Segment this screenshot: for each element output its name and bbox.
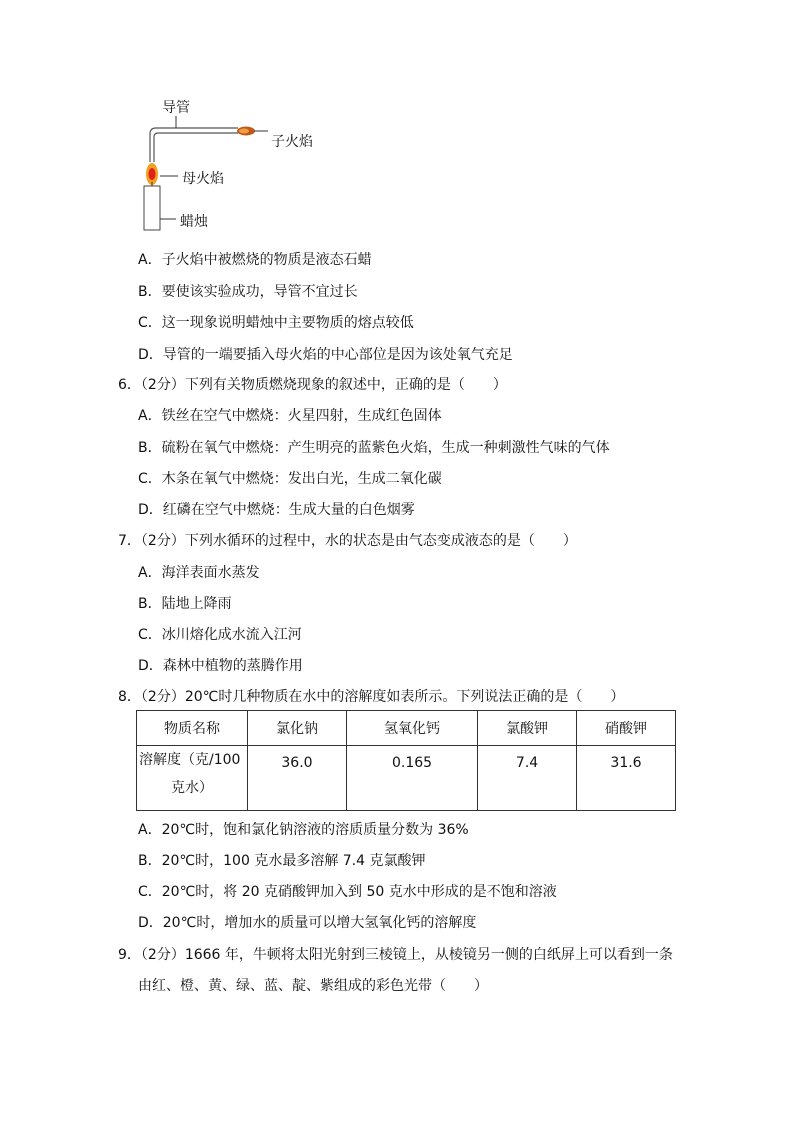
row-label-cell [137,746,248,811]
table-header-row [137,711,676,746]
q7-option-b: B．陆地上降雨 [138,596,232,612]
q5-option-b: B．要使该实验成功，导管不宜过长 [138,284,358,300]
q6-option-d: D．红磷在空气中燃烧：生成大量的白色烟雾 [138,502,415,518]
row-label-line: 克水） [171,780,213,796]
q8-option-c: C．20℃时，将 20 克硝酸钾加入到 50 克水中形成的是不饱和溶液 [138,884,557,900]
table-header-cell: 硝酸钾 [577,711,676,746]
table-cell: 0.165 [346,746,477,811]
q5-option-a: A．子火焰中被燃烧的物质是液态石蜡 [138,252,372,268]
candle-figure [140,100,340,235]
tube-label: 导管 [162,100,190,116]
table-cell: 36.0 [248,746,347,811]
q6-option-a: A．铁丝在空气中燃烧：火星四射，生成红色固体 [138,408,442,424]
q6-option-c: C．木条在氧气中燃烧：发出白光，生成二氧化碳 [138,471,442,487]
q7-stem: 7．（2分）下列水循环的过程中，水的状态是由气态变成液态的是（ ） [118,533,577,549]
q8-option-a: A．20℃时，饱和氯化钠溶液的溶质质量分数为 36% [138,822,469,838]
candle-label: 蜡烛 [180,214,208,230]
row-label-line: 溶解度（克/100 [139,752,241,768]
mother-flame-label: 母火焰 [182,171,224,187]
table-row [137,746,676,811]
q7-option-a: A．海洋表面水蒸发 [138,565,260,581]
q8-option-d: D．20℃时，增加水的质量可以增大氢氧化钙的溶解度 [138,915,477,931]
table-header-cell: 氯酸钾 [478,711,577,746]
q5-option-c: C．这一现象说明蜡烛中主要物质的熔点较低 [138,315,414,331]
table-cell: 7.4 [478,746,577,811]
solubility-table [136,710,676,811]
table-cell: 31.6 [577,746,676,811]
q6-stem: 6．（2分）下列有关物质燃烧现象的叙述中，正确的是（ ） [118,377,507,393]
candle-diagram [140,100,340,235]
q8-option-b: B．20℃时，100 克水最多溶解 7.4 克氯酸钾 [138,853,426,869]
q9-stem-line2: 由红、橙、黄、绿、蓝、靛、紫组成的彩色光带（ ） [138,978,488,994]
q8-stem: 8．（2分）20℃时几种物质在水中的溶解度如表所示。下列说法正确的是（ ） [118,689,625,705]
table-header-cell: 氢氧化钙 [346,711,477,746]
q7-option-c: C．冰川熔化成水流入江河 [138,627,302,643]
table-header-cell: 物质名称 [137,711,248,746]
q7-option-d: D．森林中植物的蒸腾作用 [138,658,303,674]
table-header-cell: 氯化钠 [248,711,347,746]
q6-option-b: B．硫粉在氧气中燃烧：产生明亮的蓝紫色火焰，生成一种刺激性气味的气体 [138,440,610,456]
q5-option-d: D．导管的一端要插入母火焰的中心部位是因为该处氧气充足 [138,347,513,363]
q9-stem-line1: 9．（2分）1666 年，牛顿将太阳光射到三棱镜上，从棱镜另一侧的白纸屏上可以看到一条 [118,947,673,963]
child-flame-label: 子火焰 [271,134,313,150]
